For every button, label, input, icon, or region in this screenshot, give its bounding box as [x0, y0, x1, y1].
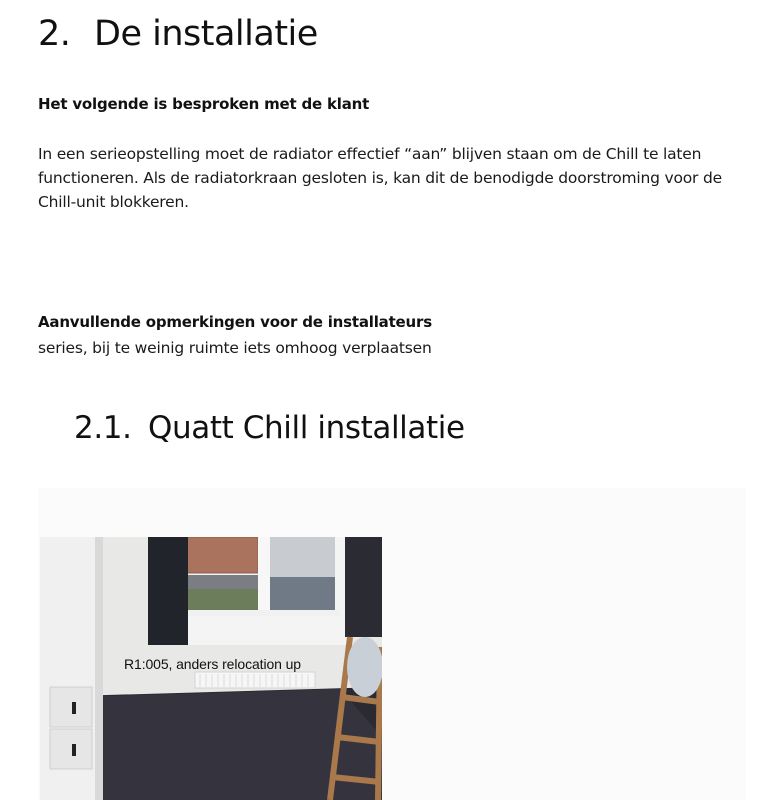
- photo-caption: R1:005, anders relocation up: [124, 656, 301, 672]
- section-number: 2.: [38, 14, 71, 54]
- discussed-heading: Het volgende is besproken met de klant: [38, 95, 370, 113]
- subsection-number: 2.1.: [74, 410, 132, 446]
- subsection-heading: [74, 410, 465, 446]
- subsection-title: Quatt Chill installatie: [148, 410, 465, 446]
- discussed-paragraph: In een serieopstelling moet de radiator effectief “aan” blijven staan om de Chill te laten functioneren. Als de radiatorkraan gesloten is, kan dit de benodigde doorstroming voor de Chill-unit blokkeren.: [38, 145, 722, 211]
- remarks-text: series, bij te weinig ruimte iets omhoog verplaatsen: [38, 339, 432, 357]
- installation-photo: [40, 537, 382, 800]
- section-title: De installatie: [94, 14, 318, 54]
- remarks-heading: Aanvullende opmerkingen voor de installateurs: [38, 313, 432, 331]
- section-heading: [38, 14, 318, 54]
